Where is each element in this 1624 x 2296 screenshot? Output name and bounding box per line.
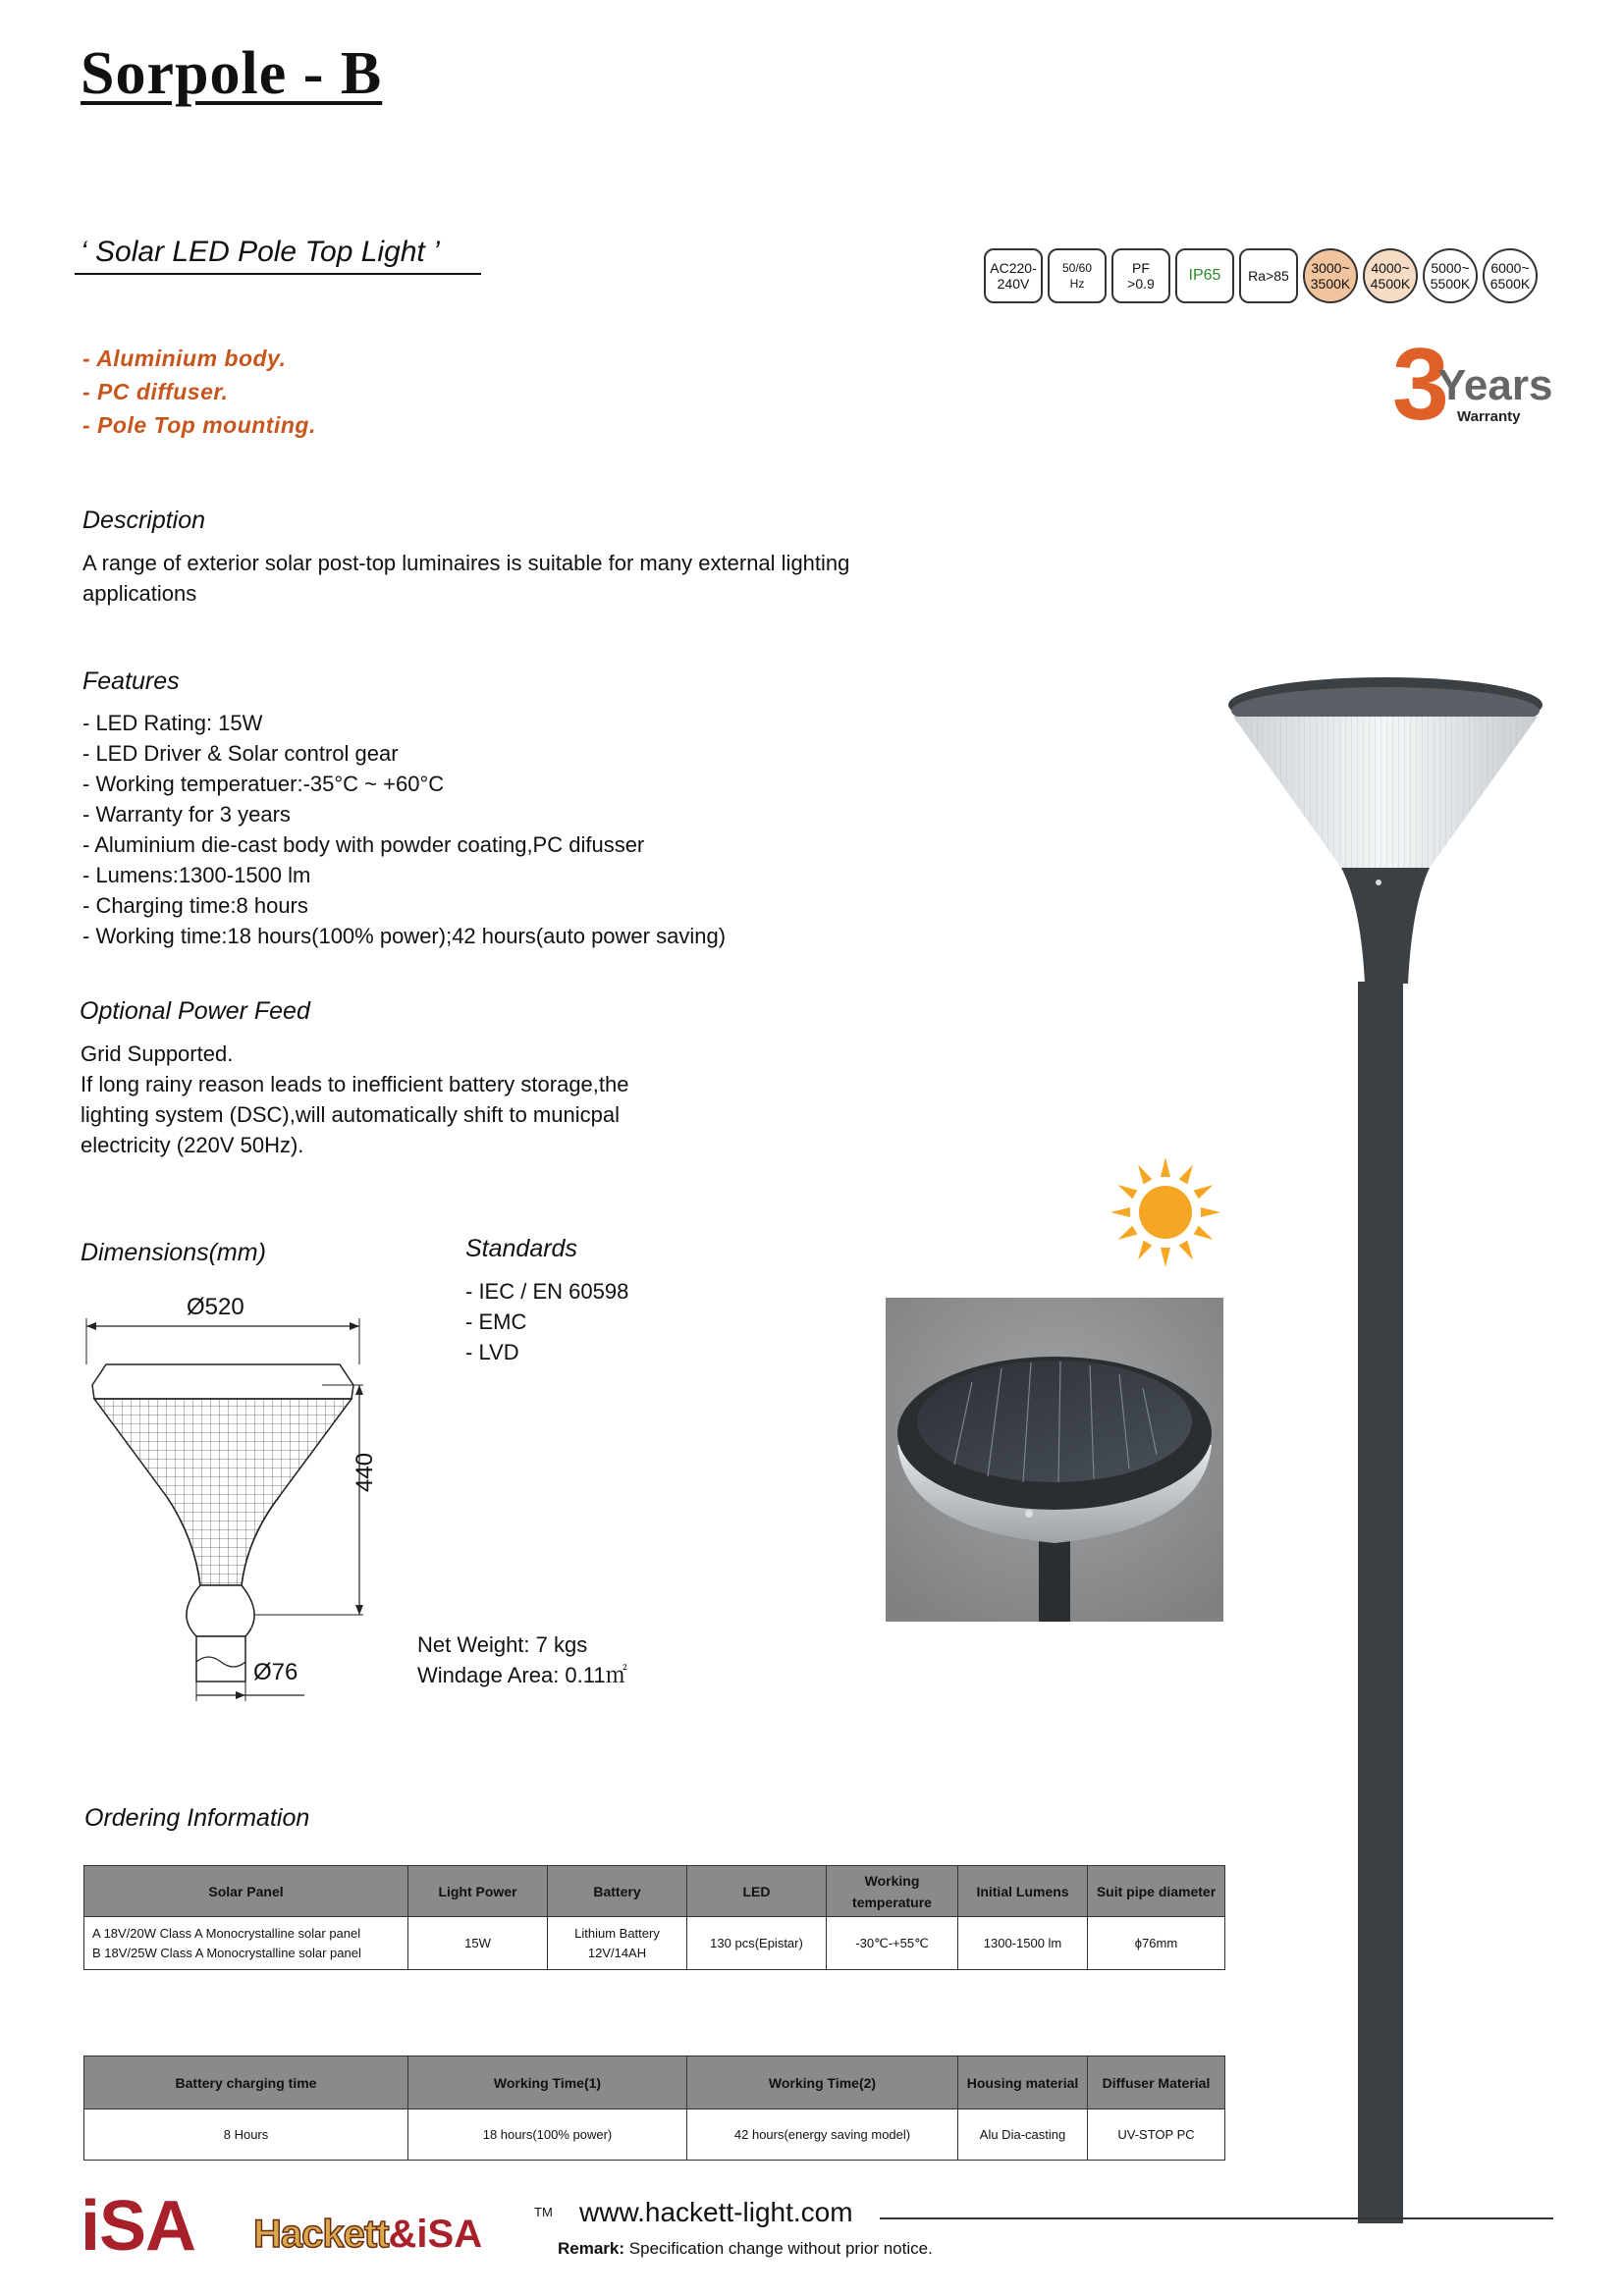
ordering-heading: Ordering Information bbox=[84, 1804, 310, 1832]
voltage-badge: AC220- 240V bbox=[984, 248, 1043, 303]
highlight-item: - PC diffuser. bbox=[82, 379, 229, 404]
dimensions-heading: Dimensions(mm) bbox=[81, 1239, 266, 1266]
feature-item: - Aluminium die-cast body with powder coating,PC difusser bbox=[82, 832, 645, 857]
table-header: Battery charging time bbox=[84, 2056, 408, 2109]
website-url[interactable]: www.hackett-light.com bbox=[579, 2197, 853, 2227]
sun-icon bbox=[1106, 1152, 1225, 1272]
table-cell: 15W bbox=[408, 1917, 548, 1970]
cct-badge-6000k: 6000~ 6500K bbox=[1483, 248, 1538, 303]
spec-badges bbox=[984, 248, 1538, 303]
features-list bbox=[82, 708, 726, 951]
cct-badge-4000k: 4000~ 4500K bbox=[1363, 248, 1418, 303]
remark: Remark: Specification change without prior notice. bbox=[558, 2239, 933, 2258]
table-header: LED bbox=[687, 1866, 827, 1917]
standard-item: - IEC / EN 60598 bbox=[465, 1279, 629, 1304]
table-cell: Alu Dia-casting bbox=[958, 2109, 1088, 2161]
feature-item: - Working time:18 hours(100% power);42 hours(auto power saving) bbox=[82, 924, 727, 948]
cct-badge-3000k: 3000~ 3500K bbox=[1303, 248, 1358, 303]
windage-area: Windage Area: 0.11㎡ bbox=[417, 1663, 627, 1687]
standards-list bbox=[465, 1276, 628, 1367]
ip-rating-badge: IP65 bbox=[1175, 248, 1234, 303]
table-header: Battery bbox=[548, 1866, 687, 1917]
power-feed-heading: Optional Power Feed bbox=[80, 997, 310, 1025]
table-cell: 18 hours(100% power) bbox=[408, 2109, 687, 2161]
feature-item: - LED Driver & Solar control gear bbox=[82, 741, 399, 766]
description-heading: Description bbox=[82, 507, 206, 534]
table-header: Suit pipe diameter bbox=[1088, 1866, 1225, 1917]
net-weight: Net Weight: 7 kgs bbox=[417, 1632, 588, 1657]
standards-heading: Standards bbox=[465, 1235, 577, 1262]
power-feed-text: Grid Supported. If long rainy reason leads to inefficient battery storage,the lighting system (DSC),will automatically shift to municpal electricity (220V 50Hz). bbox=[81, 1041, 629, 1157]
pole-illustration bbox=[1358, 982, 1403, 2223]
warranty-label: Warranty bbox=[1457, 408, 1521, 425]
table-header: Diffuser Material bbox=[1088, 2056, 1225, 2109]
cct-badge-5000k: 5000~ 5500K bbox=[1423, 248, 1478, 303]
hackett-logo: Hackett &iSA bbox=[253, 2213, 483, 2256]
table-header: Solar Panel bbox=[84, 1866, 408, 1917]
table-header: Working Time(1) bbox=[408, 2056, 687, 2109]
feature-item: - Lumens:1300-1500 lm bbox=[82, 863, 311, 887]
standard-item: - EMC bbox=[465, 1309, 527, 1334]
highlight-item: - Pole Top mounting. bbox=[82, 412, 316, 438]
table-cell: UV-STOP PC bbox=[1088, 2109, 1225, 2161]
table-header-row bbox=[84, 1866, 1225, 1917]
highlight-item: - Aluminium body. bbox=[82, 346, 287, 371]
table-row bbox=[84, 2109, 1225, 2161]
table-cell: 42 hours(energy saving model) bbox=[687, 2109, 958, 2161]
highlight-list bbox=[82, 342, 316, 442]
dimension-drawing bbox=[69, 1291, 403, 1703]
table-header: Working temperature bbox=[827, 1866, 958, 1917]
trademark: TM bbox=[534, 2205, 553, 2219]
product-photo bbox=[886, 1298, 1223, 1622]
table-header: Initial Lumens bbox=[958, 1866, 1088, 1917]
standard-item: - LVD bbox=[465, 1340, 519, 1364]
cri-badge: Ra>85 bbox=[1239, 248, 1298, 303]
warranty-logo bbox=[1392, 328, 1569, 442]
footer-divider bbox=[880, 2217, 1553, 2219]
table-header: Housing material bbox=[958, 2056, 1088, 2109]
warranty-number: 3 bbox=[1392, 328, 1449, 442]
table-cell: 1300-1500 lm bbox=[958, 1917, 1088, 1970]
warranty-years: Years bbox=[1437, 361, 1553, 409]
feature-item: - Charging time:8 hours bbox=[82, 893, 308, 918]
ordering-table-1 bbox=[83, 1865, 1225, 1970]
feature-item: - Working temperatuer:-35°C ~ +60°C bbox=[82, 772, 445, 796]
table-header: Light Power bbox=[408, 1866, 548, 1917]
table-cell: 8 Hours bbox=[84, 2109, 408, 2161]
frequency-badge: 50/60 Hz bbox=[1048, 248, 1107, 303]
table-header: Working Time(2) bbox=[687, 2056, 958, 2109]
pipe-dimension-label: Ø76 bbox=[253, 1659, 298, 1685]
table-cell: 130 pcs(Epistar) bbox=[687, 1917, 827, 1970]
subtitle-underline bbox=[75, 273, 481, 275]
isa-logo: iSA bbox=[81, 2187, 196, 2266]
page-title: Sorpole - B bbox=[81, 40, 383, 107]
lamp-head-illustration bbox=[1227, 660, 1561, 993]
table-cell: Lithium Battery 12V/14AH bbox=[548, 1917, 687, 1970]
power-factor-badge: PF >0.9 bbox=[1111, 248, 1170, 303]
weight-info bbox=[417, 1629, 627, 1690]
table-cell: A 18V/20W Class A Monocrystalline solar panel B 18V/25W Class A Monocrystalline solar panel bbox=[84, 1917, 408, 1970]
features-heading: Features bbox=[82, 667, 180, 695]
table-header-row bbox=[84, 2056, 1225, 2109]
feature-item: - Warranty for 3 years bbox=[82, 802, 291, 827]
width-dimension-label: Ø520 bbox=[187, 1294, 244, 1320]
table-row bbox=[84, 1917, 1225, 1970]
feature-item: - LED Rating: 15W bbox=[82, 711, 263, 735]
ordering-table-2 bbox=[83, 2056, 1225, 2161]
table-cell: ϕ76mm bbox=[1088, 1917, 1225, 1970]
product-subtitle: ‘ Solar LED Pole Top Light ’ bbox=[81, 236, 440, 268]
table-cell: -30℃-+55℃ bbox=[827, 1917, 958, 1970]
height-dimension-label: 440 bbox=[352, 1452, 378, 1492]
description-text: A range of exterior solar post-top luminaires is suitable for many external lighting applications bbox=[82, 551, 850, 606]
